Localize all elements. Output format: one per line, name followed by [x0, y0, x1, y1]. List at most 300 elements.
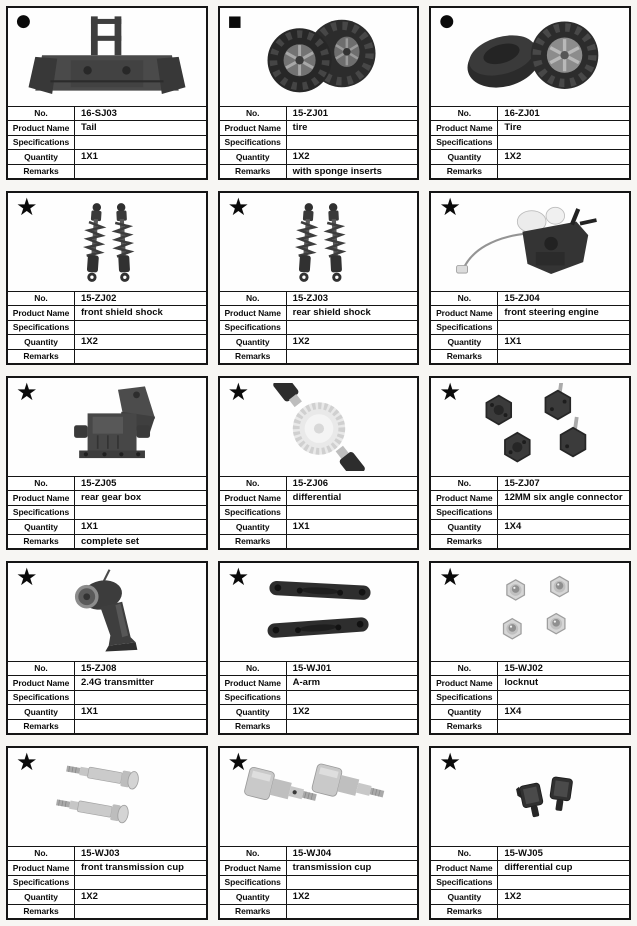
- info-row-specifications: [220, 135, 418, 150]
- part-number-value: 15-ZJ03: [286, 291, 417, 306]
- info-row-remarks: [8, 534, 206, 548]
- row-label-product-name: Product Name: [431, 676, 498, 691]
- info-row-product-name: [220, 861, 418, 876]
- row-label-no: No.: [8, 661, 75, 676]
- info-row-no: [220, 291, 418, 306]
- row-label-quantity: Quantity: [431, 705, 498, 720]
- remarks-value: [75, 719, 206, 733]
- info-row-specifications: [220, 505, 418, 520]
- row-label-remarks: Remarks: [8, 904, 75, 918]
- info-row-remarks: [431, 904, 629, 918]
- star-symbol-icon: ★: [16, 748, 38, 776]
- row-label-specifications: Specifications: [431, 875, 498, 890]
- row-label-specifications: Specifications: [431, 320, 498, 335]
- info-row-specifications: [220, 875, 418, 890]
- product-name-value: transmission cup: [286, 861, 417, 876]
- part-info-table: [431, 661, 629, 734]
- row-label-product-name: Product Name: [220, 306, 287, 321]
- row-label-quantity: Quantity: [220, 150, 287, 165]
- row-label-remarks: Remarks: [220, 904, 287, 918]
- info-row-quantity: [8, 520, 206, 535]
- row-label-no: No.: [8, 476, 75, 491]
- part-number-value: 15-WJ02: [498, 661, 629, 676]
- part-cell: [218, 561, 420, 735]
- part-cell: [218, 376, 420, 550]
- row-label-product-name: Product Name: [220, 861, 287, 876]
- info-row-product-name: [8, 306, 206, 321]
- row-label-quantity: Quantity: [8, 335, 75, 350]
- part-info-table: [220, 291, 418, 364]
- specifications-value: [286, 690, 417, 705]
- part-info-table: [431, 106, 629, 179]
- part-photo-area: [431, 193, 629, 291]
- row-label-product-name: Product Name: [431, 121, 498, 136]
- row-label-no: No.: [431, 661, 498, 676]
- row-label-specifications: Specifications: [220, 135, 287, 150]
- part-number-value: 16-SJ03: [75, 106, 206, 121]
- part-cell: [429, 6, 631, 180]
- remarks-value: with sponge inserts: [286, 164, 417, 178]
- product-name-value: 2.4G transmitter: [75, 676, 206, 691]
- row-label-specifications: Specifications: [8, 135, 75, 150]
- part-image-differential: [220, 378, 418, 476]
- quantity-value: 1X1: [75, 520, 206, 535]
- part-photo-area: [8, 563, 206, 661]
- specifications-value: [75, 505, 206, 520]
- info-row-remarks: [431, 164, 629, 178]
- part-cell: [6, 376, 208, 550]
- info-row-quantity: [431, 150, 629, 165]
- info-row-specifications: [220, 690, 418, 705]
- remarks-value: [286, 534, 417, 548]
- info-row-product-name: [8, 676, 206, 691]
- info-row-quantity: [8, 335, 206, 350]
- part-photo-area: [220, 193, 418, 291]
- quantity-value: 1X2: [498, 890, 629, 905]
- row-label-quantity: Quantity: [8, 150, 75, 165]
- info-row-quantity: [220, 705, 418, 720]
- info-row-quantity: [8, 150, 206, 165]
- remarks-value: [498, 164, 629, 178]
- specifications-value: [75, 135, 206, 150]
- info-row-quantity: [431, 890, 629, 905]
- part-info-table: [8, 106, 206, 179]
- row-label-remarks: Remarks: [8, 534, 75, 548]
- info-row-remarks: [8, 164, 206, 178]
- part-info-table: [8, 846, 206, 919]
- part-photo-area: [8, 193, 206, 291]
- quantity-value: 1X2: [286, 335, 417, 350]
- row-label-quantity: Quantity: [8, 520, 75, 535]
- remarks-value: [286, 719, 417, 733]
- info-row-specifications: [8, 135, 206, 150]
- part-cell: [429, 746, 631, 920]
- info-row-no: [8, 846, 206, 861]
- star-symbol-icon: ★: [439, 193, 461, 221]
- remarks-value: [286, 904, 417, 918]
- product-name-value: differential: [286, 491, 417, 506]
- part-info-table: [220, 476, 418, 549]
- part-image-tire-pair-alt: [431, 8, 629, 106]
- part-image-transmission-cup-front: [8, 748, 206, 846]
- row-label-remarks: Remarks: [220, 164, 287, 178]
- part-info-table: [8, 476, 206, 549]
- quantity-value: 1X1: [286, 520, 417, 535]
- remarks-value: [75, 904, 206, 918]
- part-image-tire-pair: [220, 8, 418, 106]
- info-row-product-name: [220, 306, 418, 321]
- star-symbol-icon: ★: [439, 378, 461, 406]
- remarks-value: [75, 164, 206, 178]
- info-row-remarks: [431, 349, 629, 363]
- row-label-no: No.: [220, 106, 287, 121]
- info-row-product-name: [431, 491, 629, 506]
- part-number-value: 15-ZJ08: [75, 661, 206, 676]
- part-photo-area: [8, 378, 206, 476]
- row-label-specifications: Specifications: [431, 135, 498, 150]
- row-label-no: No.: [8, 846, 75, 861]
- specifications-value: [498, 690, 629, 705]
- row-label-specifications: Specifications: [8, 690, 75, 705]
- row-label-product-name: Product Name: [431, 491, 498, 506]
- info-row-specifications: [8, 320, 206, 335]
- row-label-product-name: Product Name: [8, 491, 75, 506]
- info-row-product-name: [431, 861, 629, 876]
- row-label-product-name: Product Name: [220, 121, 287, 136]
- product-name-value: 12MM six angle connector: [498, 491, 629, 506]
- info-row-remarks: [431, 534, 629, 548]
- product-name-value: differential cup: [498, 861, 629, 876]
- info-row-specifications: [220, 320, 418, 335]
- specifications-value: [498, 875, 629, 890]
- part-cell: [218, 6, 420, 180]
- part-number-value: 15-ZJ05: [75, 476, 206, 491]
- info-row-no: [8, 476, 206, 491]
- part-number-value: 15-WJ01: [286, 661, 417, 676]
- row-label-quantity: Quantity: [220, 520, 287, 535]
- row-label-product-name: Product Name: [8, 676, 75, 691]
- specifications-value: [498, 135, 629, 150]
- part-info-table: [8, 291, 206, 364]
- row-label-specifications: Specifications: [220, 505, 287, 520]
- star-symbol-icon: ★: [227, 378, 250, 406]
- part-cell: [429, 191, 631, 365]
- info-row-product-name: [220, 121, 418, 136]
- part-photo-area: [8, 8, 206, 106]
- product-name-value: rear gear box: [75, 491, 206, 506]
- star-symbol-icon: ★: [16, 378, 38, 406]
- row-label-no: No.: [220, 476, 287, 491]
- remarks-value: [75, 349, 206, 363]
- row-label-specifications: Specifications: [220, 320, 287, 335]
- info-row-quantity: [431, 520, 629, 535]
- quantity-value: 1X1: [498, 335, 629, 350]
- part-photo-area: [431, 748, 629, 846]
- info-row-product-name: [8, 121, 206, 136]
- product-name-value: tire: [286, 121, 417, 136]
- remarks-value: [286, 349, 417, 363]
- star-symbol-icon: ★: [16, 563, 38, 591]
- specifications-value: [286, 875, 417, 890]
- quantity-value: 1X2: [286, 890, 417, 905]
- info-row-quantity: [431, 705, 629, 720]
- part-image-hex-connectors: [431, 378, 629, 476]
- remarks-value: [498, 534, 629, 548]
- row-label-remarks: Remarks: [431, 349, 498, 363]
- part-number-value: 15-ZJ06: [286, 476, 417, 491]
- row-label-no: No.: [220, 291, 287, 306]
- row-label-specifications: Specifications: [8, 875, 75, 890]
- info-row-specifications: [8, 505, 206, 520]
- part-image-locknuts: [431, 563, 629, 661]
- quantity-value: 1X1: [75, 150, 206, 165]
- part-number-value: 15-ZJ04: [498, 291, 629, 306]
- info-row-remarks: [220, 164, 418, 178]
- remarks-value: [498, 719, 629, 733]
- remarks-value: [498, 904, 629, 918]
- info-row-quantity: [8, 890, 206, 905]
- star-symbol-icon: ★: [227, 193, 250, 221]
- quantity-value: 1X2: [286, 705, 417, 720]
- part-number-value: 15-ZJ07: [498, 476, 629, 491]
- info-row-product-name: [8, 861, 206, 876]
- info-row-no: [431, 661, 629, 676]
- info-row-remarks: [220, 534, 418, 548]
- info-row-product-name: [220, 491, 418, 506]
- info-row-product-name: [431, 121, 629, 136]
- row-label-specifications: Specifications: [8, 320, 75, 335]
- quantity-value: 1X2: [75, 890, 206, 905]
- part-info-table: [431, 846, 629, 919]
- product-name-value: front shield shock: [75, 306, 206, 321]
- part-info-table: [431, 291, 629, 364]
- info-row-no: [220, 661, 418, 676]
- part-image-steering-engine: [431, 193, 629, 291]
- row-label-remarks: Remarks: [8, 349, 75, 363]
- info-row-remarks: [8, 349, 206, 363]
- row-label-product-name: Product Name: [431, 306, 498, 321]
- specifications-value: [75, 320, 206, 335]
- row-label-quantity: Quantity: [8, 705, 75, 720]
- quantity-value: 1X1: [75, 705, 206, 720]
- info-row-product-name: [431, 306, 629, 321]
- info-row-no: [220, 476, 418, 491]
- row-label-no: No.: [220, 661, 287, 676]
- info-row-no: [431, 106, 629, 121]
- product-name-value: front transmission cup: [75, 861, 206, 876]
- row-label-remarks: Remarks: [431, 534, 498, 548]
- part-cell: [6, 561, 208, 735]
- info-row-remarks: [8, 719, 206, 733]
- info-row-no: [8, 661, 206, 676]
- info-row-quantity: [8, 705, 206, 720]
- part-number-value: 15-ZJ02: [75, 291, 206, 306]
- part-photo-area: [431, 378, 629, 476]
- info-row-specifications: [431, 875, 629, 890]
- row-label-specifications: Specifications: [431, 690, 498, 705]
- info-row-no: [220, 846, 418, 861]
- part-cell: [6, 191, 208, 365]
- star-symbol-icon: ★: [439, 748, 461, 776]
- circle-symbol-icon: ●: [439, 11, 455, 31]
- part-image-tail: [8, 8, 206, 106]
- part-photo-area: [431, 8, 629, 106]
- row-label-product-name: Product Name: [8, 121, 75, 136]
- info-row-specifications: [431, 320, 629, 335]
- row-label-quantity: Quantity: [431, 890, 498, 905]
- part-photo-area: [220, 748, 418, 846]
- info-row-quantity: [220, 520, 418, 535]
- square-symbol-icon: ■: [227, 12, 242, 30]
- row-label-specifications: Specifications: [220, 875, 287, 890]
- part-image-shock-pair: [8, 193, 206, 291]
- part-image-shock-pair: [220, 193, 418, 291]
- info-row-specifications: [431, 505, 629, 520]
- row-label-remarks: Remarks: [431, 164, 498, 178]
- part-cell: [218, 746, 420, 920]
- row-label-quantity: Quantity: [220, 890, 287, 905]
- row-label-product-name: Product Name: [220, 676, 287, 691]
- star-symbol-icon: ★: [439, 563, 461, 591]
- part-info-table: [220, 846, 418, 919]
- row-label-specifications: Specifications: [220, 690, 287, 705]
- part-number-value: 15-WJ05: [498, 846, 629, 861]
- specifications-value: [286, 135, 417, 150]
- product-name-value: front steering engine: [498, 306, 629, 321]
- info-row-remarks: [431, 719, 629, 733]
- specifications-value: [75, 875, 206, 890]
- part-cell: [218, 191, 420, 365]
- part-photo-area: [220, 8, 418, 106]
- row-label-remarks: Remarks: [431, 904, 498, 918]
- part-info-table: [220, 661, 418, 734]
- row-label-no: No.: [431, 846, 498, 861]
- remarks-value: [498, 349, 629, 363]
- row-label-no: No.: [431, 476, 498, 491]
- info-row-no: [220, 106, 418, 121]
- row-label-quantity: Quantity: [431, 335, 498, 350]
- part-image-transmission-cup: [220, 748, 418, 846]
- info-row-no: [8, 106, 206, 121]
- row-label-product-name: Product Name: [8, 861, 75, 876]
- info-row-specifications: [431, 690, 629, 705]
- part-photo-area: [220, 563, 418, 661]
- circle-symbol-icon: ●: [16, 11, 31, 31]
- info-row-no: [431, 476, 629, 491]
- specifications-value: [286, 505, 417, 520]
- row-label-quantity: Quantity: [431, 150, 498, 165]
- info-row-product-name: [8, 491, 206, 506]
- info-row-specifications: [8, 875, 206, 890]
- quantity-value: 1X2: [286, 150, 417, 165]
- part-cell: [429, 376, 631, 550]
- row-label-no: No.: [8, 106, 75, 121]
- row-label-remarks: Remarks: [220, 719, 287, 733]
- quantity-value: 1X4: [498, 520, 629, 535]
- row-label-no: No.: [220, 846, 287, 861]
- info-row-remarks: [220, 904, 418, 918]
- specifications-value: [286, 320, 417, 335]
- info-row-specifications: [8, 690, 206, 705]
- info-row-product-name: [220, 676, 418, 691]
- part-photo-area: [8, 748, 206, 846]
- row-label-product-name: Product Name: [8, 306, 75, 321]
- row-label-remarks: Remarks: [220, 349, 287, 363]
- part-number-value: 15-WJ03: [75, 846, 206, 861]
- info-row-remarks: [220, 719, 418, 733]
- quantity-value: 1X4: [498, 705, 629, 720]
- part-cell: [429, 561, 631, 735]
- row-label-specifications: Specifications: [431, 505, 498, 520]
- part-number-value: 15-ZJ01: [286, 106, 417, 121]
- part-info-table: [220, 106, 418, 179]
- star-symbol-icon: ★: [227, 563, 250, 591]
- info-row-specifications: [431, 135, 629, 150]
- part-number-value: 15-WJ04: [286, 846, 417, 861]
- remarks-value: complete set: [75, 534, 206, 548]
- info-row-no: [8, 291, 206, 306]
- star-symbol-icon: ★: [16, 193, 38, 221]
- part-cell: [6, 6, 208, 180]
- info-row-quantity: [431, 335, 629, 350]
- part-number-value: 16-ZJ01: [498, 106, 629, 121]
- row-label-remarks: Remarks: [220, 534, 287, 548]
- part-image-a-arm: [220, 563, 418, 661]
- part-cell: [6, 746, 208, 920]
- row-label-no: No.: [431, 106, 498, 121]
- info-row-remarks: [8, 904, 206, 918]
- part-info-table: [431, 476, 629, 549]
- part-image-gear-box: [8, 378, 206, 476]
- quantity-value: 1X2: [75, 335, 206, 350]
- row-label-quantity: Quantity: [8, 890, 75, 905]
- row-label-quantity: Quantity: [220, 705, 287, 720]
- row-label-quantity: Quantity: [220, 335, 287, 350]
- info-row-quantity: [220, 890, 418, 905]
- product-name-value: A-arm: [286, 676, 417, 691]
- info-row-remarks: [220, 349, 418, 363]
- info-row-no: [431, 846, 629, 861]
- specifications-value: [75, 690, 206, 705]
- quantity-value: 1X2: [498, 150, 629, 165]
- product-name-value: Tail: [75, 121, 206, 136]
- info-row-product-name: [431, 676, 629, 691]
- part-info-table: [8, 661, 206, 734]
- info-row-quantity: [220, 150, 418, 165]
- part-image-transmitter: [8, 563, 206, 661]
- row-label-no: No.: [431, 291, 498, 306]
- row-label-remarks: Remarks: [8, 164, 75, 178]
- info-row-quantity: [220, 335, 418, 350]
- product-name-value: Tire: [498, 121, 629, 136]
- star-symbol-icon: ★: [227, 748, 250, 776]
- row-label-remarks: Remarks: [8, 719, 75, 733]
- part-image-differential-cup: [431, 748, 629, 846]
- row-label-remarks: Remarks: [431, 719, 498, 733]
- part-photo-area: [220, 378, 418, 476]
- row-label-no: No.: [8, 291, 75, 306]
- row-label-product-name: Product Name: [431, 861, 498, 876]
- specifications-value: [498, 320, 629, 335]
- info-row-no: [431, 291, 629, 306]
- part-photo-area: [431, 563, 629, 661]
- product-name-value: locknut: [498, 676, 629, 691]
- product-name-value: rear shield shock: [286, 306, 417, 321]
- row-label-quantity: Quantity: [431, 520, 498, 535]
- row-label-product-name: Product Name: [220, 491, 287, 506]
- specifications-value: [498, 505, 629, 520]
- row-label-specifications: Specifications: [8, 505, 75, 520]
